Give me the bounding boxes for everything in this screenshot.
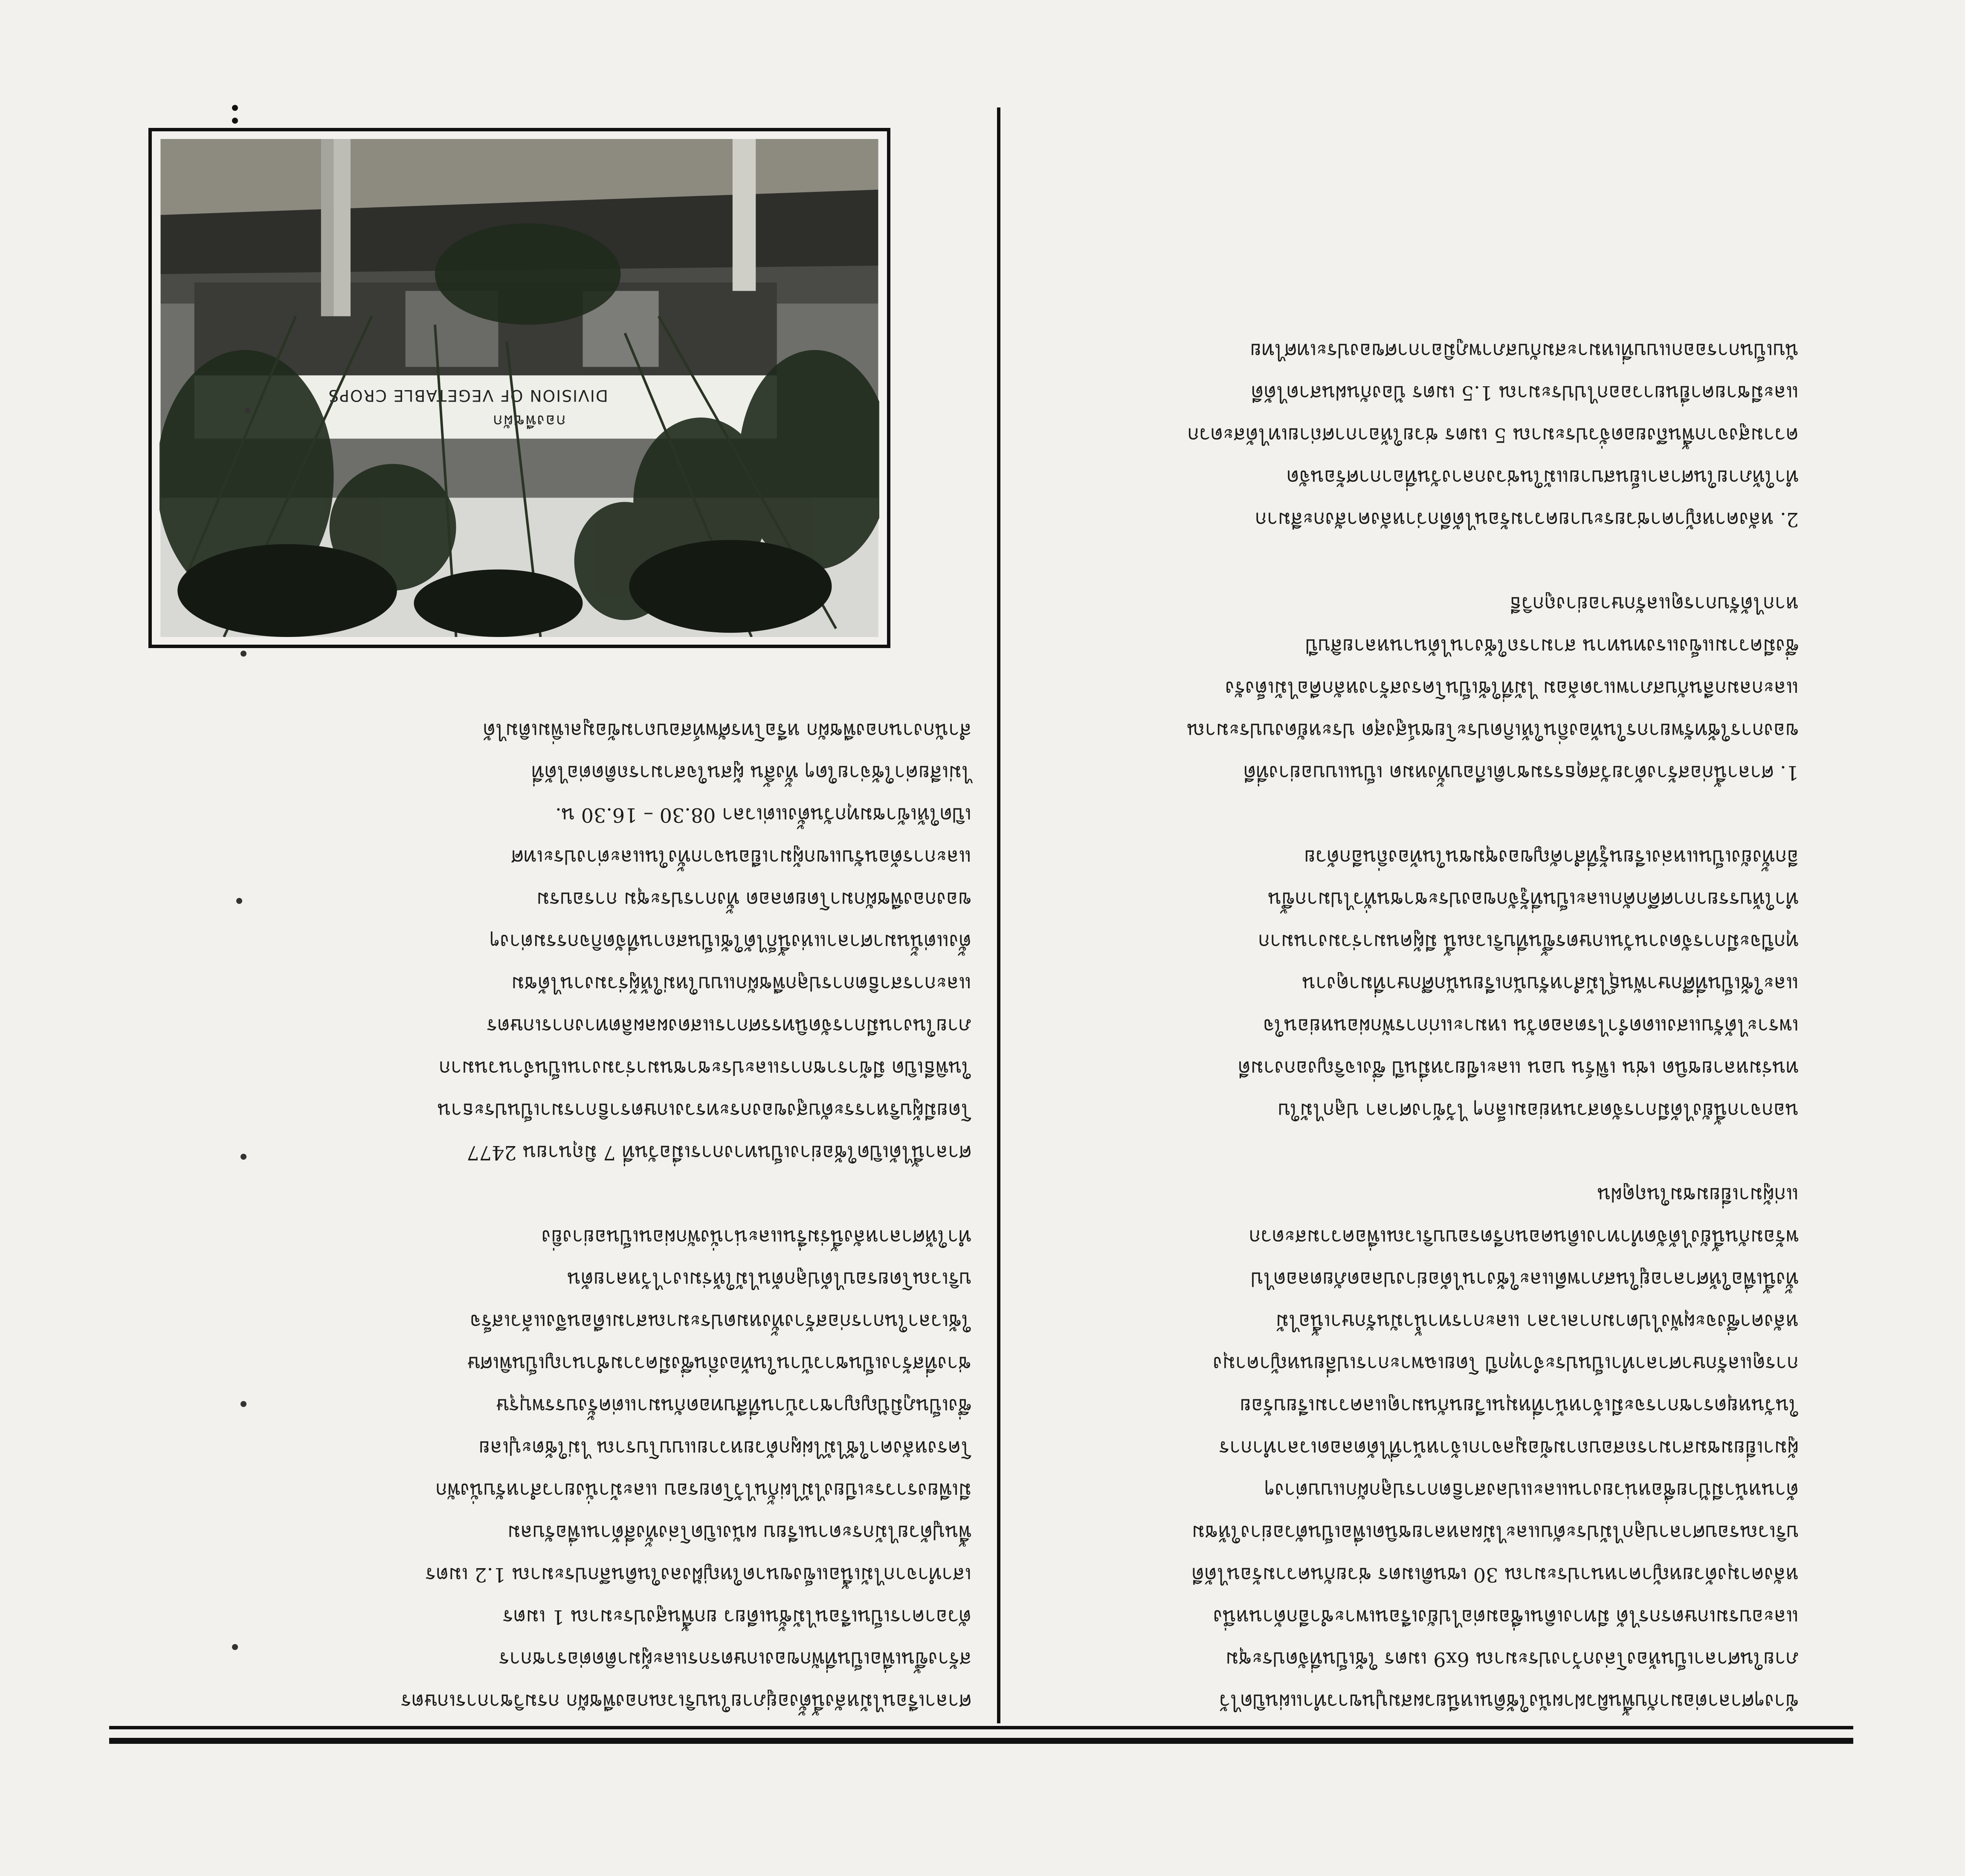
left-column-line: เพราะได้รับแสงแดดรำไรตลอดวัน เหมาะแก่การพักผ่อนหย่อนใจ — [1263, 1015, 1799, 1038]
right-column-line: ตั้งแต่นั้นมาศาลาแห่งนี้ก็ได้ใช้เป็นสถานที่จัดกิจกรรมต่างๆ — [489, 930, 971, 953]
right-column-line: โดยมีผู้บริหารระดับสูงของกระทรวงเกษตราธิการมาเป็นประธาน — [438, 1099, 971, 1122]
right-column-line: ไม่เสียค่าใช้จ่ายใดๆ ทั้งสิ้น ผู้สนใจสามารถติดต่อได้ที่ — [531, 761, 971, 785]
margin-dot — [236, 898, 242, 904]
right-column-line: ใช้เวลาในการก่อสร้างทั้งหมดประมาณสามเดือนจึงแล้วเสร็จ — [470, 1310, 971, 1333]
left-column-line: ทำให้ภายในศาลาเย็นสบายแม้ในช่วงกลางวันที่อากาศร้อนจัด — [1286, 466, 1799, 489]
thick-rule — [109, 1738, 1853, 1744]
right-column-line: และการต้อนรับแขกผู้มาเยือนจากทั้งในและต่างประเทศ — [511, 846, 971, 869]
margin-dot — [241, 1154, 246, 1160]
left-column-line: และมีชายคายื่นยาวออกไปประมาณ 1.5 เมตร ป้องกันฝนสาดได้ดี — [1251, 382, 1799, 405]
right-column-line: มีเพียงราวระเบียงไม้ไผ่กั้นไว้โดยรอบ และม้านั่งยาวสำหรับนั่งพัก — [435, 1479, 971, 1502]
right-column-line: ภายในงานมีการจัดนิทรรศการแสดงผลผลิตทางการเกษตร — [487, 1015, 971, 1038]
right-column-line: พื้นปูด้วยไม้กระดานเรียบ ผนังเปิดโล่งทั้งสี่ด้านเพื่อรับลม — [507, 1521, 971, 1544]
left-column-line: ด้านหน้ามีป้ายชื่อหน่วยงานและแปลงสาธิตการปลูกผักแบบต่างๆ — [1264, 1479, 1799, 1502]
right-column-line: ศาลาเรือนไม้หลังนี้ตั้งอยู่ภายในบริเวณกองพืชผัก กรมวิชาการเกษตร — [400, 1690, 971, 1713]
margin-mark — [232, 118, 238, 124]
right-column-line: ซึ่งเป็นภูมิปัญญาชาวบ้านที่สืบทอดกันมาแต่ครั้งบรรพบุรุษ — [496, 1395, 971, 1418]
left-column-line: การดูแลรักษาศาลาทำเป็นประจำทุกปี โดยเฉพาะการเปลี่ยนหญ้าคามุง — [1213, 1352, 1799, 1375]
right-column-line: ช่างที่สร้างเป็นชาวบ้านในท้องถิ่นซึ่งมีความชำนาญเป็นพิเศษ — [467, 1352, 971, 1375]
margin-dot — [245, 408, 251, 414]
left-column-line: พร้อมกันนี้ยังได้จัดทำทางเดินคอนกรีตรอบบริเวณเพื่อความสะดวก — [1249, 1226, 1799, 1249]
left-column-line: และกลมกลืนกับสภาพแวดล้อม ไม้ที่ใช้เป็นโครงสร้างหลักคือไม้เต็งรัง — [1225, 677, 1799, 700]
left-column-line — [988, 1132, 1799, 1174]
left-column-line: ซึ่งมีความแข็งแรงทนทาน สามารถใช้งานได้นานหลายสิบปี — [1305, 635, 1799, 658]
right-column-line: บริเวณโดยรอบได้ปลูกต้นไม้ให้ร่มเงาไว้หลายต้น — [567, 1268, 971, 1291]
left-column-line: หากได้รับการดูแลรักษาอย่างถูกวิธี — [1509, 593, 1799, 616]
left-column-line: แก่ผู้มาเยี่ยมชมในฤดูฝน — [1597, 1184, 1799, 1207]
right-column-line: สร้างขึ้นเพื่อเป็นที่พักของเกษตรกรและผู้มาติดต่อราชการ — [498, 1648, 971, 1671]
right-column-line: และการสาธิตการปลูกพืชผักแบบใหม่ให้ผู้ร่วมงานได้ชม — [511, 973, 971, 996]
left-column-line: นอกจากนี้ยังได้มีการจัดสวนหย่อมเล็กๆ ไว้ข้างศาลา ปลูกไม้ใบ — [1278, 1099, 1799, 1122]
left-column-line: ทนร่มหลายชนิด เช่น เฟิร์น บอน และเขียวหมื่นปี ซึ่งเจริญงอกงามดี — [1238, 1057, 1799, 1080]
margin-dot — [241, 1401, 246, 1407]
building-photo — [159, 139, 879, 637]
left-column-line: บริเวณรอบศาลาปลูกไม้ประดับและไม้ผลหลายชนิดเพื่อเป็นตัวอย่างให้ชม — [1191, 1521, 1799, 1544]
left-column-line: และใช้เป็นที่ศึกษาพันธุ์ไม้สำหรับนักเรียนนักศึกษาที่มาดูงาน — [1302, 973, 1799, 996]
left-column-line: 1. ศาลานี้ก่อสร้างด้วยวัสดุธรรมชาติเกือบทั้งหมด เป็นแบบอย่างที่ดี — [1243, 761, 1799, 785]
right-column-line: ของกองพืชผักมาโดยตลอด ทั้งการประชุม การอบรม — [536, 888, 971, 911]
text-column-left — [988, 330, 1799, 1723]
left-column-line: ทำให้บรรยากาศคึกคักและเป็นที่รู้จักของประชาชนทั่วไปมากขึ้น — [1268, 888, 1799, 911]
left-column-line: นับเป็นการออกแบบที่เหมาะสมกับสภาพภูมิอากาศของประเทศไทย — [1250, 339, 1799, 362]
margin-mark — [232, 105, 238, 111]
left-column-line: ทุกปีจะมีการจัดงานวันเกษตรขึ้นที่บริเวณนี้ มีผู้คนมาร่วมงานมาก — [1258, 930, 1799, 953]
right-column-line: เปิดให้เข้าชมทุกวันตั้งแต่เวลา 08.30 – 16.30 น. — [555, 804, 971, 827]
left-column-line: ทั้งนี้เพื่อให้ศาลาอยู่ในสภาพดีและใช้งานได้อย่างปลอดภัยตลอดไป — [1251, 1268, 1799, 1291]
left-column-line — [988, 541, 1799, 583]
right-column-line: โครงหลังคาใช้ไม้ไผ่ผูกด้วยหวายแบบโบราณ ไม่ใช้ตะปูเลย — [478, 1437, 971, 1460]
right-column-line — [161, 1174, 971, 1216]
left-column-line: และอบรมเกษตรกรได้ มีทางเดินเชื่อมต่อไปยังเรือนเพาะชำอีกด้านหนึ่ง — [1213, 1606, 1799, 1629]
text-column-right — [161, 709, 971, 1723]
thin-rule — [109, 1726, 1853, 1729]
right-column-line: ตัวอาคารเป็นเรือนไม้ชั้นเดียว ยกพื้นสูงประมาณ 1 เมตร — [502, 1606, 971, 1629]
sign-thai-text: กองพืชผัก — [492, 411, 566, 431]
left-column-line: ของการใช้ทรัพยากรในท้องถิ่นให้เกิดประโยชน์สูงสุด ประหยัดงบประมาณ — [1186, 719, 1799, 742]
left-column-line: อีกทั้งยังเป็นแหล่งเรียนรู้ที่สำคัญของชุมชนในท้องถิ่นอีกด้วย — [1304, 846, 1799, 869]
left-column-line: หลังคาซึ่งจะผุพังไปตามกาลเวลา และการทาน้ำมันรักษาเนื้อไม้ — [1275, 1310, 1799, 1333]
left-column-line: ในวันหยุดราชการจะมีเจ้าหน้าที่หมุนเวียนกันมาดูแลความเรียบร้อย — [1240, 1395, 1799, 1418]
sign-english-text: DIVISION OF VEGETABLE CROPS — [328, 386, 608, 405]
left-column-line: หลังคามุงด้วยหญ้าคาหนาประมาณ 30 เซนติเมตร ช่วยกันความร้อนได้ดี — [1191, 1563, 1799, 1586]
right-column-line: ทำให้ศาลาหลังนี้ร่มรื่นและน่านั่งพักผ่อนเป็นอย่างยิ่ง — [541, 1226, 971, 1249]
left-column-line: ความสูงจากพื้นถึงยอดจั่วประมาณ 5 เมตร ช่วยให้อากาศถ่ายเทได้สะดวก — [1187, 424, 1799, 447]
right-column-line: เสาทำจากไม้เนื้อแข็งขนาดใหญ่ฝังลงในดินลึกประมาณ 1.2 เมตร — [425, 1563, 971, 1586]
margin-dot — [241, 651, 246, 657]
left-column-line: ภายในศาลาเป็นห้องโล่งกว้างประมาณ 6x9 เมตร ใช้เป็นที่จัดประชุม — [1226, 1648, 1799, 1671]
margin-dot — [232, 1644, 238, 1650]
header-rule — [109, 1726, 1853, 1744]
left-column-line: ข้างๆศาลาต่อมากับพื้นผิวฝาผนังใช้ดินเหนียวผสมปูนขาวทำแผ่นปิดไว้ — [1219, 1690, 1799, 1713]
photo-frame — [148, 128, 890, 648]
right-column-line: สำนักงานกองพืชผัก หรือโทรศัพท์สอบถามข้อมูลเพิ่มเติมได้ — [483, 719, 971, 742]
left-column-line: 2. หลังคาหญ้าคาช่วยระบายความร้อนได้ดีกว่าหลังคาสังกะสีมาก — [1255, 508, 1799, 531]
right-column-line: ศาลานี้ได้เปิดใช้อย่างเป็นทางการเมื่อวันที่ 7 มิถุนายน 2477 — [467, 1141, 971, 1164]
right-column-line: ในพิธีเปิด มีข้าราชการและประชาชนมาร่วมงานเป็นจำนวนมาก — [439, 1057, 971, 1080]
left-column-line — [988, 794, 1799, 836]
left-column-line: ผู้มาเยี่ยมชมสามารถสอบถามข้อมูลจากเจ้าหน้าที่ได้ตลอดเวลาทำการ — [1219, 1437, 1799, 1460]
